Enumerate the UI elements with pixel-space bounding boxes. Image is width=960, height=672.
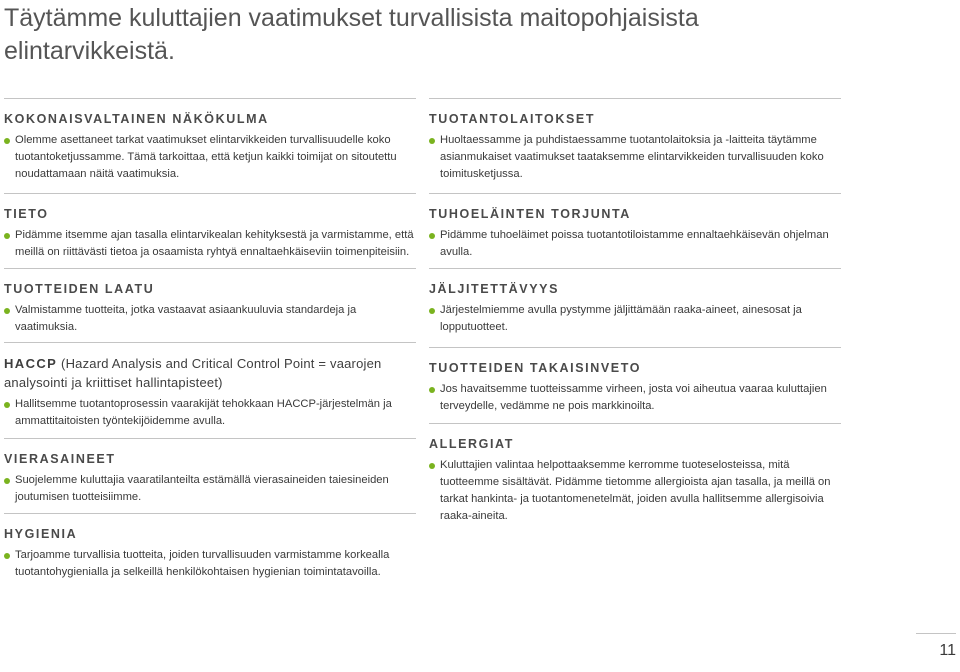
section-hygienia (4, 513, 416, 581)
bullet-list (429, 227, 841, 261)
section-kokonaisvaltainen (4, 98, 416, 183)
list-item (429, 132, 841, 183)
list-item (4, 472, 416, 506)
list-item-text: Suojelemme kuluttajia vaaratilanteilta estämällä vierasaineiden taiesineiden joutumisen tuotteisiimme. (15, 474, 389, 503)
section-vierasaineet (4, 438, 416, 506)
list-item (4, 132, 416, 183)
section-heading: JÄLJITETTÄVYYS (429, 282, 560, 296)
bullet-list (4, 472, 416, 506)
bullet-list (429, 302, 841, 336)
section-heading: TUHOELÄINTEN TORJUNTA (429, 207, 631, 221)
bullet-list (4, 132, 416, 183)
list-item-text: Järjestelmiemme avulla pystymme jäljittämään raaka-aineet, ainesosat ja lopputuotteet. (440, 304, 802, 333)
bullet-icon (4, 233, 10, 239)
bullet-icon (4, 478, 10, 484)
section-tuotantolaitokset (429, 98, 841, 183)
section-jaljitettavyys (429, 268, 841, 336)
section-tieto (4, 193, 416, 261)
bullet-icon (429, 233, 435, 239)
bullet-icon (4, 138, 10, 144)
list-item-text: Kuluttajien valintaa helpottaaksemme kerromme tuoteselosteissa, mitä tuotteemme sisältävät. Pidämme tietomme allergioista ajan tasalla, ja meillä on tarkat hankinta- ja tuotantomenetelmät, joiden avulla hallitsemme allergisoivia raaka-aineita. (440, 459, 831, 522)
section-heading (4, 343, 416, 392)
list-item (4, 302, 416, 336)
section-haccp (4, 342, 416, 430)
bullet-icon (429, 308, 435, 314)
bullet-list (429, 381, 841, 415)
bullet-list (4, 302, 416, 336)
bullet-icon (429, 138, 435, 144)
list-item-text: Pidämme itsemme ajan tasalla elintarvikealan kehityksestä ja varmistamme, että meillä on riittävästi tietoa ja osaamista ryhtyä ennaltaehkäiseviin toimenpiteisiin. (15, 229, 414, 258)
section-heading: TUOTTEIDEN LAATU (4, 282, 155, 296)
list-item (429, 227, 841, 261)
bullet-list (4, 547, 416, 581)
list-item (4, 396, 416, 430)
heading-explanation: (Hazard Analysis and Critical Control Point = vaarojen analysointi ja kriittiset hallintapisteet) (4, 356, 382, 390)
list-item-text: Pidämme tuhoeläimet poissa tuotantotiloistamme ennaltaehkäisevän ohjelman avulla. (440, 229, 829, 258)
bullet-icon (4, 553, 10, 559)
section-tuhoelainten-torjunta (429, 193, 841, 261)
list-item (429, 302, 841, 336)
list-item-text: Olemme asettaneet tarkat vaatimukset elintarvikkeiden turvallisuudelle koko tuotantoketjussamme. Tämä tarkoittaa, että ketjun kaikki toimijat on sitoutettu noudattamaan näitä vaatimuksia. (15, 134, 397, 180)
section-heading: ALLERGIAT (429, 437, 514, 451)
page-number: 11 (916, 633, 956, 668)
list-item-text: Tarjoamme turvallisia tuotteita, joiden turvallisuuden varmistamme korkealla tuotantohygienialla ja selkeillä henkilökohtaisen hygienian toimintatavoilla. (15, 549, 390, 578)
list-item (429, 457, 841, 525)
section-heading: TUOTTEIDEN TAKAISINVETO (429, 361, 642, 375)
section-allergiat (429, 423, 841, 525)
section-tuotteiden-laatu (4, 268, 416, 336)
list-item-text: Hallitsemme tuotantoprosessin vaarakijät tehokkaan HACCP-järjestelmän ja ammattitaitoisten työntekijöidemme avulla. (15, 398, 392, 427)
section-heading: HYGIENIA (4, 527, 78, 541)
bullet-icon (429, 387, 435, 393)
bullet-icon (4, 402, 10, 408)
list-item (4, 547, 416, 581)
list-item-text: Valmistamme tuotteita, jotka vastaavat asiaankuuluvia standardeja ja vaatimuksia. (15, 304, 357, 333)
heading-abbreviation: HACCP (4, 356, 58, 371)
section-heading: TIETO (4, 207, 49, 221)
bullet-icon (4, 308, 10, 314)
bullet-list (4, 396, 416, 430)
section-takaisinveto (429, 347, 841, 415)
list-item-text: Huoltaessamme ja puhdistaessamme tuotantolaitoksia ja -laitteita täytämme asianmukaiset vaatimukset taataksemme elintarvikkeiden turvallisuuden koko toimitusketjussa. (440, 134, 824, 180)
section-heading: VIERASAINEET (4, 452, 116, 466)
list-item (4, 227, 416, 261)
bullet-list (429, 132, 841, 183)
bullet-list (429, 457, 841, 525)
list-item-text: Jos havaitsemme tuotteissamme virheen, josta voi aiheutua vaaraa kuluttajien terveydelle, vedämme ne pois markkinoilta. (440, 383, 827, 412)
list-item (429, 381, 841, 415)
page-title: Täytämme kuluttajien vaatimukset turvallisista maitopohjaisista elintarvikkeistä. (4, 4, 699, 65)
section-heading: KOKONAISVALTAINEN NÄKÖKULMA (4, 112, 269, 126)
bullet-list (4, 227, 416, 261)
bullet-icon (429, 463, 435, 469)
section-heading: TUOTANTOLAITOKSET (429, 112, 596, 126)
